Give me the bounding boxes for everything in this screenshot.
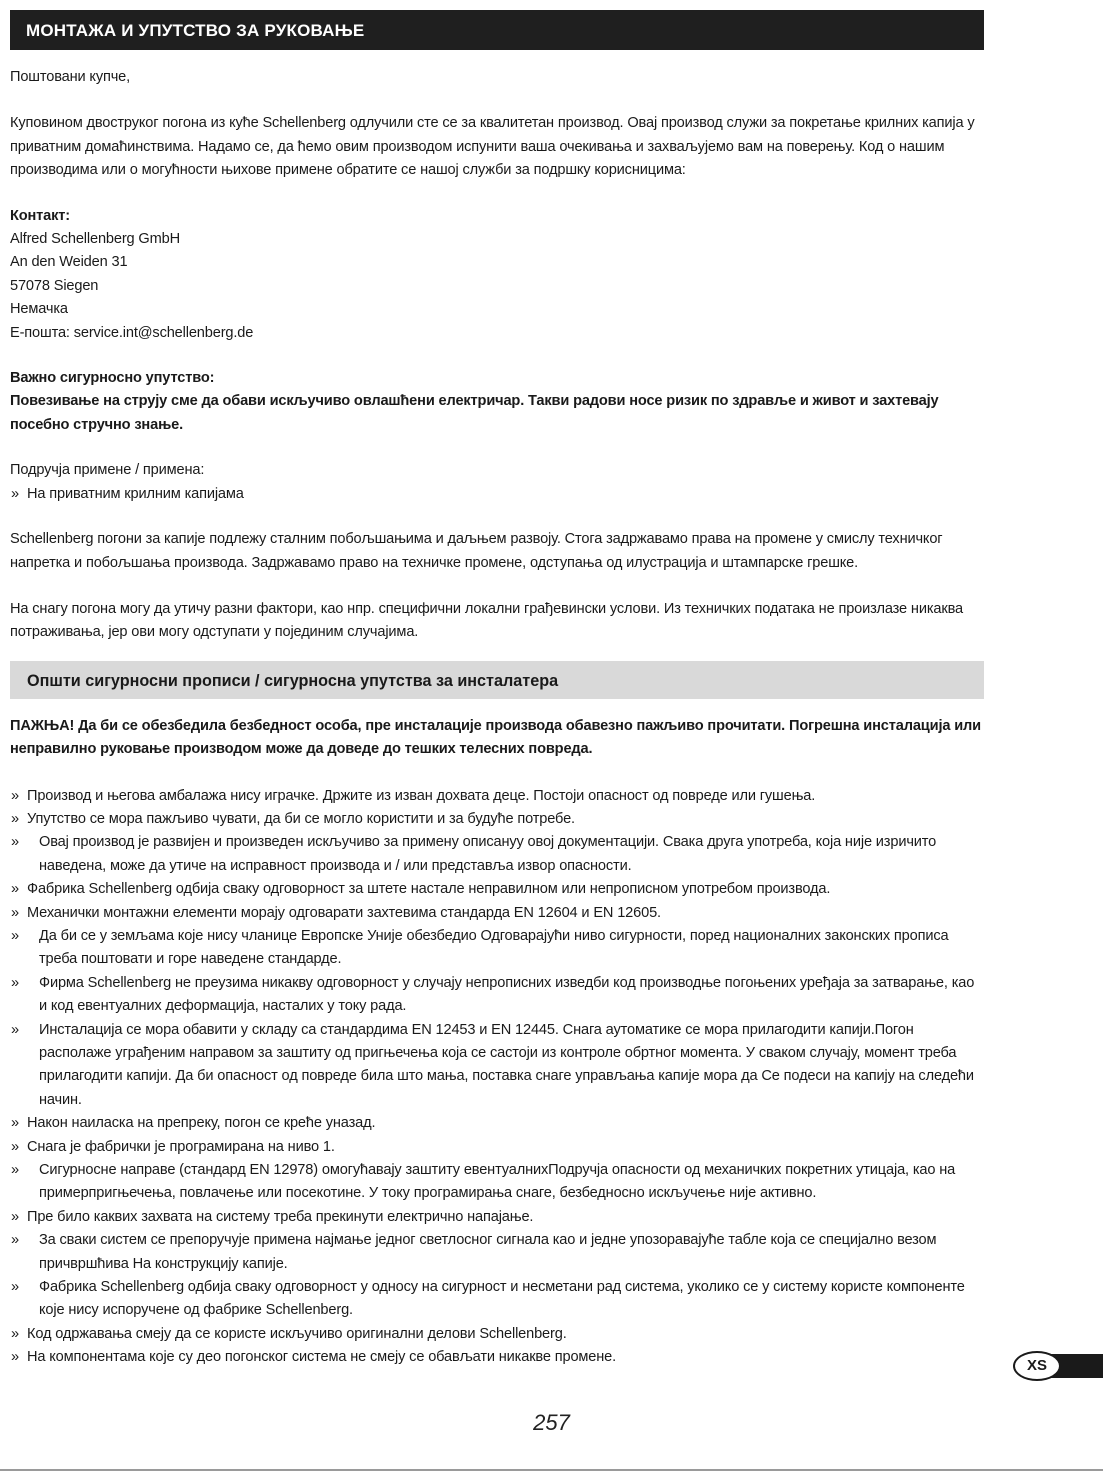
greeting: Поштовани купче, bbox=[10, 69, 131, 85]
list-item-text: Механички монтажни елементи морају одговарати захтевима стандарда EN 12604 и EN 12605. bbox=[27, 904, 661, 921]
contact-label: Контакт: bbox=[10, 207, 71, 224]
list-item-text: За сваки систем се препоручује примена најмање једног светлосног сигнала као и једне упозоравајуће табле која се специјално везом причвршћива На конструкцију капије. bbox=[39, 1232, 937, 1272]
list-item bbox=[10, 1346, 984, 1369]
safety-block bbox=[10, 367, 984, 437]
list-item-text: Снага је фабрички је програмирана на ниво 1. bbox=[27, 1138, 335, 1155]
list-item-text: Производ и његова амбалажа нису играчке. Држите из изван дохвата деце. Постоји опасност од повреде или гушења. bbox=[27, 787, 816, 804]
list-item bbox=[10, 878, 984, 901]
safety-text: Повезивање на струју сме да обави искључиво овлашћени електричар. Такви радови носе ризик по здравље и живот и захтевају посебно стручно знање. bbox=[10, 393, 939, 433]
bullet-marker: » bbox=[11, 787, 19, 804]
bullet-marker: » bbox=[11, 485, 19, 502]
list-item bbox=[10, 1206, 984, 1229]
list-item bbox=[10, 808, 984, 831]
bullet-marker: » bbox=[11, 881, 19, 898]
contact-country: Немачка bbox=[10, 301, 68, 318]
list-item bbox=[10, 1112, 984, 1135]
manual-page bbox=[10, 10, 984, 1370]
bullet-marker: » bbox=[11, 1138, 19, 1155]
list-item-text: Након наиласка на препреку, погон се креће уназад. bbox=[27, 1115, 376, 1132]
bullet-marker: » bbox=[11, 810, 19, 827]
contact-email: Е-пошта: service.int@schellenberg.de bbox=[10, 324, 254, 341]
bullet-marker: » bbox=[11, 1279, 19, 1296]
bullet-marker: » bbox=[11, 1021, 19, 1038]
list-item bbox=[10, 902, 984, 925]
language-tab bbox=[1013, 1350, 1103, 1382]
list-item bbox=[10, 1136, 984, 1159]
bullet-marker: » bbox=[11, 974, 19, 991]
bullet-marker: » bbox=[11, 1232, 19, 1249]
bullet-marker: » bbox=[11, 1349, 19, 1366]
list-item bbox=[10, 1276, 984, 1323]
application-block bbox=[10, 459, 984, 506]
language-code: XS bbox=[1013, 1351, 1061, 1381]
bullet-marker: » bbox=[11, 1208, 19, 1225]
bullet-marker: » bbox=[11, 1162, 19, 1179]
list-item-text: Пре било каквих захвата на систему треба прекинути електрично напајање. bbox=[27, 1208, 534, 1225]
list-item-text: Сигурносне направе (стандард EN 12978) омогућавају заштиту евентуалнихПодручја опасности од механичких покретних утицаја, као на примерпригњечења, повлачење или посекотине. У току програмирања снаге, безбедносно искључење није активно. bbox=[39, 1162, 956, 1202]
bottom-divider bbox=[0, 1469, 1103, 1471]
list-item-text: Упутство се мора пажљиво чувати, да би се могло користити и за будуће потребе. bbox=[27, 810, 575, 827]
notes-block bbox=[10, 528, 984, 645]
list-item-text: На компонентама које су део погонског система не смеју се обављати никакве промене. bbox=[27, 1349, 617, 1366]
list-item bbox=[10, 1323, 984, 1346]
list-item bbox=[10, 925, 984, 972]
force-note: На снагу погона могу да утичу разни фактори, као нпр. специфични локални грађевински услови. Из техничких података не произлазе никаква потраживања, јер ови могу одступати у појединим случајима. bbox=[10, 600, 964, 641]
list-item-text: Овај производ је развијен и произведен искључиво за примену описануу овој документацији. Свака друга употреба, која није изричито наведена, може да утиче на исправност производа и / или представља извор опасности. bbox=[39, 834, 937, 874]
list-item bbox=[10, 1019, 984, 1113]
list-item bbox=[10, 831, 984, 878]
bullet-marker: » bbox=[11, 1325, 19, 1342]
application-item: На приватним крилним капијама bbox=[27, 485, 244, 502]
safety-rules-list bbox=[10, 785, 984, 1370]
list-item bbox=[10, 785, 984, 808]
application-title: Подручја примене / примена: bbox=[10, 462, 205, 479]
section-title: Општи сигурносни прописи / сигурносна упутства за инсталатера bbox=[10, 661, 984, 699]
list-item-text: Код одржавања смеју да се користе искључиво оригинални делови Schellenberg. bbox=[27, 1325, 567, 1342]
warning-text: ПАЖЊА! Да би се обезбедила безбедност особа, пре инсталације производа обавезно пажљиво прочитати. Погрешна инсталација или неправилно руковање производом може да доведе до тешких телесних повреда. bbox=[10, 717, 981, 758]
safety-title: Важно сигурносно упутство: bbox=[10, 370, 215, 387]
list-item bbox=[10, 483, 984, 506]
bullet-marker: » bbox=[11, 927, 19, 944]
bullet-marker: » bbox=[11, 834, 19, 851]
intro-paragraph: Куповином двоструког погона из куће Schellenberg одлучили сте се за квалитетан производ. Овај производ служи за покретање крилних капија у приватним домаћинствима. Надамо се, да ћемо овим производом испунити ваша очекивања и захваљујемо вам на поверењу. Код о нашим производима или о могућности њихове примене обратите се нашој служби за подршку корисницима: bbox=[10, 115, 975, 179]
bullet-marker: » bbox=[11, 904, 19, 921]
page-number: 257 bbox=[533, 1410, 570, 1435]
section-body bbox=[10, 715, 984, 1370]
list-item-text: Фабрика Schellenberg одбија сваку одговорност за штете настале неправилном или непрописном употребом производа. bbox=[27, 881, 831, 898]
contact-street: An den Weiden 31 bbox=[10, 254, 128, 271]
list-item-text: Фирма Schellenberg не преузима никакву одговорност у случају непрописних изведби код производње погоњених уређаја за затварање, као и код евентуалних деформација, насталих у току рада. bbox=[39, 974, 975, 1015]
page-title: МОНТАЖА И УПУТСТВО ЗА РУКОВАЊЕ bbox=[10, 10, 984, 50]
intro-block bbox=[10, 66, 984, 183]
list-item bbox=[10, 1159, 984, 1206]
list-item bbox=[10, 1229, 984, 1276]
contact-company: Alfred Schellenberg GmbH bbox=[10, 231, 180, 248]
list-item-text: Да би се у земљама које нису чланице Европске Уније обезбедио Одговарајући ниво сигурности, поред националних законских прописа треба поштовати и горе наведене стандарде. bbox=[39, 927, 949, 968]
contact-block bbox=[10, 205, 984, 345]
development-note: Schellenberg погони за капије подлежу сталним побољшањима и даљњем развоју. Стога задржавамо права на промене у смислу техничког напретка и побољшања производа. Задржавамо право на техничке промене, одступања од илустрација и штампарске грешке. bbox=[10, 531, 943, 571]
contact-city: 57078 Siegen bbox=[10, 277, 99, 294]
list-item-text: Фабрика Schellenberg одбија сваку одговорност у односу на сигурност и несметани рад система, уколико се у систему користе компоненте које нису испоручене од фабрике Schellenberg. bbox=[39, 1279, 965, 1319]
list-item bbox=[10, 972, 984, 1019]
list-item-text: Инсталација се мора обавити у складу са стандардима EN 12453 и EN 12445. Снага аутоматике се мора прилагодити капији.Погон располаже уграђеним направом за заштиту од пригњечења која се састоји из контроле обртног момента. У сваком случају, момент треба прилагодити капији. Да би опасност од повреде била што мања, поставка снаге управљања капије мора да Се подеси на капију на следећи начин. bbox=[39, 1021, 974, 1108]
bullet-marker: » bbox=[11, 1115, 19, 1132]
